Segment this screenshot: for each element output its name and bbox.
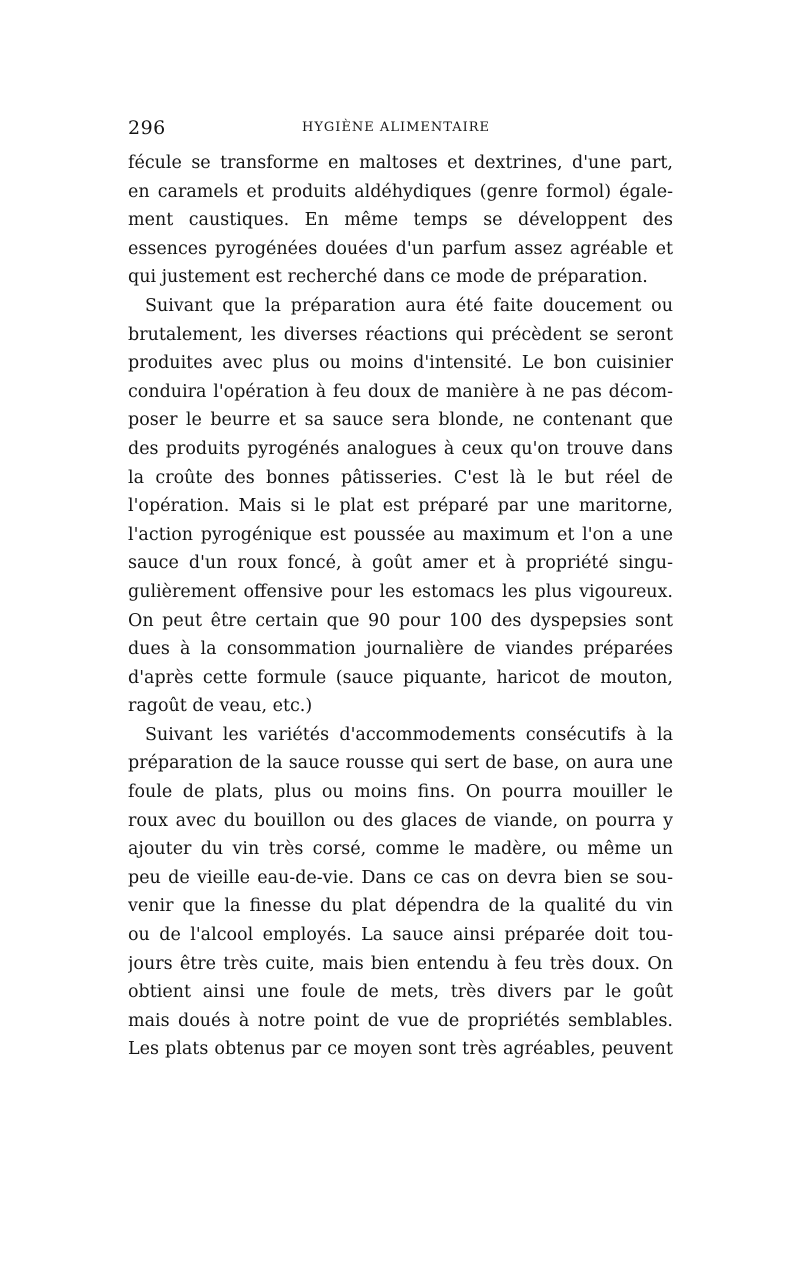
text-line: brutalement, les diverses réactions qui précèdent se seront (128, 324, 673, 345)
text-line: foule de plats, plus ou moins fins. On pourra mouiller le (128, 782, 673, 803)
body-text (128, 149, 673, 1064)
text-line: obtient ainsi une foule de mets, très divers par le goût (128, 982, 673, 1003)
text-line: sauce d'un roux foncé, à goût amer et à propriété singu- (128, 553, 673, 574)
text-line: préparation de la sauce rousse qui sert de base, on aura une (128, 753, 673, 774)
text-line: qui justement est recherché dans ce mode de préparation. (128, 267, 648, 288)
text-line: ou de l'alcool employés. La sauce ainsi préparée doit tou- (128, 925, 673, 946)
text-line: jours être très cuite, mais bien entendu à feu très doux. On (128, 953, 673, 974)
text-line: On peut être certain que 90 pour 100 des dyspepsies sont (128, 610, 673, 631)
running-title: HYGIÈNE ALIMENTAIRE (302, 120, 491, 135)
text-line: essences pyrogénées douées d'un parfum assez agréable et (128, 238, 673, 259)
text-line: peu de vieille eau-de-vie. Dans ce cas on devra bien se sou- (128, 867, 673, 888)
text-line: la croûte des bonnes pâtisseries. C'est là le but réel de (128, 467, 673, 488)
page-header (128, 117, 673, 141)
text-line: poser le beurre et sa sauce sera blonde, ne contenant que (128, 410, 673, 431)
text-line: roux avec du bouillon ou des glaces de viande, on pourra y (128, 810, 673, 831)
text-line: des produits pyrogénés analogues à ceux qu'on trouve dans (128, 438, 673, 459)
text-line: d'après cette formule (sauce piquante, haricot de mouton, (128, 667, 673, 688)
text-line: l'action pyrogénique est poussée au maximum et l'on a une (128, 524, 673, 545)
text-line: Suivant les variétés d'accommodements consécutifs à la (145, 724, 673, 745)
text-line: ment caustiques. En même temps se développent des (128, 210, 673, 231)
text-line: venir que la finesse du plat dépendra de la qualité du vin (128, 896, 673, 917)
text-line: Les plats obtenus par ce moyen sont très agréables, peuvent (128, 1039, 673, 1060)
text-line: mais doués à notre point de vue de propriétés semblables. (128, 1010, 673, 1031)
text-line: Suivant que la préparation aura été faite doucement ou (145, 295, 673, 316)
text-line: ajouter du vin très corsé, comme le madère, ou même un (128, 839, 673, 860)
text-line: l'opération. Mais si le plat est préparé par une maritorne, (128, 496, 673, 517)
text-line: ragoût de veau, etc.) (128, 696, 313, 717)
text-line: produites avec plus ou moins d'intensité. Le bon cuisinier (128, 353, 673, 374)
text-line: fécule se transforme en maltoses et dextrines, d'une part, (128, 153, 673, 173)
text-line: dues à la consommation journalière de viandes préparées (128, 639, 673, 660)
text-line: gulièrement offensive pour les estomacs les plus vigoureux. (128, 581, 673, 602)
text-line: conduira l'opération à feu doux de manière à ne pas décom- (128, 381, 673, 402)
page-number: 296 (128, 117, 166, 139)
text-line: en caramels et produits aldéhydiques (genre formol) égale- (128, 181, 673, 202)
